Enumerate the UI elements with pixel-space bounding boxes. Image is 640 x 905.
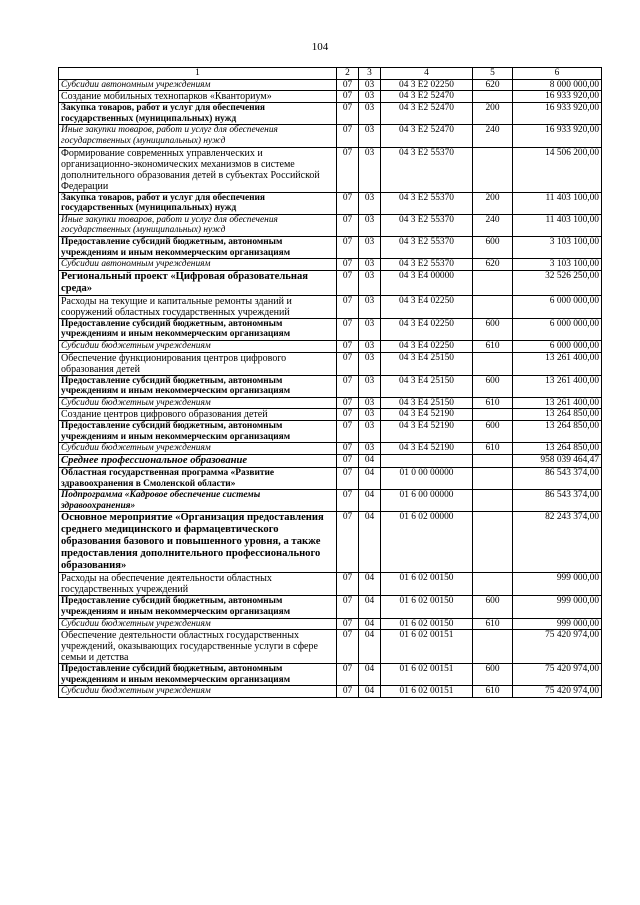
table-row bbox=[59, 352, 602, 375]
row-name-cell: Субсидии автономным учреждениям bbox=[59, 259, 337, 271]
amount-cell: 16 933 920,00 bbox=[513, 103, 602, 125]
target-article-cell: 04 3 E2 52470 bbox=[381, 125, 473, 147]
amount-cell: 16 933 920,00 bbox=[513, 125, 602, 147]
target-article-cell: 04 3 E2 02250 bbox=[381, 79, 473, 91]
target-article-cell: 01 6 02 00150 bbox=[381, 618, 473, 630]
amount-cell: 6 000 000,00 bbox=[513, 295, 602, 318]
table-row bbox=[59, 664, 602, 686]
target-article-cell: 04 3 E4 52190 bbox=[381, 421, 473, 443]
expense-type-cell: 610 bbox=[473, 397, 513, 409]
table-row bbox=[59, 91, 602, 103]
table-row bbox=[59, 103, 602, 125]
expense-type-cell: 200 bbox=[473, 103, 513, 125]
subsection-code-cell: 03 bbox=[359, 318, 381, 340]
subsection-code-cell: 03 bbox=[359, 147, 381, 192]
expense-type-cell: 610 bbox=[473, 443, 513, 455]
expense-type-cell: 610 bbox=[473, 618, 513, 630]
column-header: 3 bbox=[359, 68, 381, 80]
target-article-cell: 01 0 00 00000 bbox=[381, 468, 473, 490]
row-name-cell: Расходы на обеспечение деятельности областных государственных учреждений bbox=[59, 573, 337, 596]
table-row bbox=[59, 686, 602, 698]
amount-cell: 86 543 374,00 bbox=[513, 490, 602, 512]
amount-cell: 32 526 250,00 bbox=[513, 270, 602, 295]
amount-cell: 13 261 400,00 bbox=[513, 352, 602, 375]
expense-type-cell bbox=[473, 490, 513, 512]
expense-type-cell: 600 bbox=[473, 318, 513, 340]
expense-type-cell: 240 bbox=[473, 125, 513, 147]
expense-type-cell bbox=[473, 409, 513, 421]
amount-cell: 75 420 974,00 bbox=[513, 664, 602, 686]
section-code-cell: 07 bbox=[337, 91, 359, 103]
amount-cell: 6 000 000,00 bbox=[513, 340, 602, 352]
row-name-cell: Областная государственная программа «Развитие здравоохранения в Смоленской области» bbox=[59, 468, 337, 490]
table-row bbox=[59, 295, 602, 318]
section-code-cell: 07 bbox=[337, 125, 359, 147]
table-row bbox=[59, 397, 602, 409]
section-code-cell: 07 bbox=[337, 103, 359, 125]
row-name-cell: Основное мероприятие «Организация предоставления среднего медицинского и фармацевтического образования базового и повышенного уровня, а также предоставления дополнительного профессионального образования» bbox=[59, 512, 337, 573]
table-row bbox=[59, 318, 602, 340]
table-row bbox=[59, 455, 602, 468]
section-code-cell: 07 bbox=[337, 686, 359, 698]
subsection-code-cell: 03 bbox=[359, 125, 381, 147]
row-name-cell: Создание мобильных технопарков «Кванториум» bbox=[59, 91, 337, 103]
amount-cell: 3 103 100,00 bbox=[513, 236, 602, 258]
table-row bbox=[59, 236, 602, 258]
expense-type-cell bbox=[473, 468, 513, 490]
row-name-cell: Субсидии бюджетным учреждениям bbox=[59, 618, 337, 630]
page-number: 104 bbox=[311, 41, 329, 53]
amount-cell: 11 403 100,00 bbox=[513, 214, 602, 236]
amount-cell: 8 000 000,00 bbox=[513, 79, 602, 91]
section-code-cell: 07 bbox=[337, 596, 359, 618]
expense-type-cell: 620 bbox=[473, 79, 513, 91]
section-code-cell: 07 bbox=[337, 618, 359, 630]
target-article-cell: 04 3 E2 55370 bbox=[381, 192, 473, 214]
target-article-cell: 01 6 02 00151 bbox=[381, 686, 473, 698]
expense-type-cell bbox=[473, 455, 513, 468]
table-row bbox=[59, 125, 602, 147]
column-header: 1 bbox=[59, 68, 337, 80]
amount-cell: 82 243 374,00 bbox=[513, 512, 602, 573]
amount-cell: 11 403 100,00 bbox=[513, 192, 602, 214]
target-article-cell: 01 6 02 00151 bbox=[381, 630, 473, 664]
section-code-cell: 07 bbox=[337, 443, 359, 455]
row-name-cell: Региональный проект «Цифровая образовательная среда» bbox=[59, 270, 337, 295]
subsection-code-cell: 04 bbox=[359, 512, 381, 573]
expense-type-cell bbox=[473, 295, 513, 318]
subsection-code-cell: 04 bbox=[359, 618, 381, 630]
target-article-cell: 04 3 E4 00000 bbox=[381, 270, 473, 295]
column-header: 2 bbox=[337, 68, 359, 80]
expense-type-cell bbox=[473, 630, 513, 664]
table-row bbox=[59, 573, 602, 596]
row-name-cell: Иные закупки товаров, работ и услуг для обеспечения государственных (муниципальных) нужд bbox=[59, 125, 337, 147]
row-name-cell: Предоставление субсидий бюджетным, автономным учреждениям и иным некоммерческим организациям bbox=[59, 318, 337, 340]
target-article-cell: 04 3 E4 52190 bbox=[381, 443, 473, 455]
subsection-code-cell: 03 bbox=[359, 103, 381, 125]
amount-cell: 958 039 464,47 bbox=[513, 455, 602, 468]
table-header-row bbox=[59, 68, 602, 80]
column-header: 5 bbox=[473, 68, 513, 80]
section-code-cell: 07 bbox=[337, 664, 359, 686]
table-row bbox=[59, 468, 602, 490]
table-row bbox=[59, 259, 602, 271]
subsection-code-cell: 04 bbox=[359, 573, 381, 596]
expense-type-cell: 610 bbox=[473, 686, 513, 698]
target-article-cell: 01 6 02 00150 bbox=[381, 596, 473, 618]
table-row bbox=[59, 421, 602, 443]
target-article-cell: 04 3 E4 02250 bbox=[381, 295, 473, 318]
row-name-cell: Субсидии бюджетным учреждениям bbox=[59, 397, 337, 409]
target-article-cell: 04 3 E4 25150 bbox=[381, 352, 473, 375]
row-name-cell: Субсидии бюджетным учреждениям bbox=[59, 686, 337, 698]
subsection-code-cell: 03 bbox=[359, 259, 381, 271]
target-article-cell: 04 3 E4 02250 bbox=[381, 318, 473, 340]
amount-cell: 14 506 200,00 bbox=[513, 147, 602, 192]
subsection-code-cell: 03 bbox=[359, 352, 381, 375]
section-code-cell: 07 bbox=[337, 409, 359, 421]
subsection-code-cell: 04 bbox=[359, 490, 381, 512]
table-row bbox=[59, 79, 602, 91]
expense-type-cell: 610 bbox=[473, 340, 513, 352]
table-row bbox=[59, 409, 602, 421]
section-code-cell: 07 bbox=[337, 340, 359, 352]
section-code-cell: 07 bbox=[337, 468, 359, 490]
section-code-cell: 07 bbox=[337, 421, 359, 443]
section-code-cell: 07 bbox=[337, 397, 359, 409]
subsection-code-cell: 04 bbox=[359, 664, 381, 686]
row-name-cell: Субсидии автономным учреждениям bbox=[59, 79, 337, 91]
row-name-cell: Обеспечение функционирования центров цифрового образования детей bbox=[59, 352, 337, 375]
subsection-code-cell: 03 bbox=[359, 443, 381, 455]
target-article-cell: 04 3 E2 52470 bbox=[381, 91, 473, 103]
amount-cell: 13 264 850,00 bbox=[513, 421, 602, 443]
section-code-cell: 07 bbox=[337, 270, 359, 295]
target-article-cell: 01 6 00 00000 bbox=[381, 490, 473, 512]
amount-cell: 16 933 920,00 bbox=[513, 91, 602, 103]
target-article-cell: 04 3 E4 25150 bbox=[381, 375, 473, 397]
table-row bbox=[59, 375, 602, 397]
expense-type-cell: 600 bbox=[473, 236, 513, 258]
section-code-cell: 07 bbox=[337, 512, 359, 573]
amount-cell: 6 000 000,00 bbox=[513, 318, 602, 340]
subsection-code-cell: 03 bbox=[359, 192, 381, 214]
section-code-cell: 07 bbox=[337, 259, 359, 271]
expense-type-cell: 600 bbox=[473, 421, 513, 443]
subsection-code-cell: 03 bbox=[359, 295, 381, 318]
subsection-code-cell: 03 bbox=[359, 397, 381, 409]
row-name-cell: Подпрограмма «Кадровое обеспечение системы здравоохранения» bbox=[59, 490, 337, 512]
table-row bbox=[59, 270, 602, 295]
amount-cell: 13 261 400,00 bbox=[513, 375, 602, 397]
subsection-code-cell: 04 bbox=[359, 468, 381, 490]
target-article-cell: 01 6 02 00150 bbox=[381, 573, 473, 596]
row-name-cell: Расходы на текущие и капитальные ремонты зданий и сооружений областных государственных учреждений bbox=[59, 295, 337, 318]
target-article-cell: 04 3 E2 55370 bbox=[381, 236, 473, 258]
section-code-cell: 07 bbox=[337, 455, 359, 468]
amount-cell: 999 000,00 bbox=[513, 618, 602, 630]
target-article-cell: 01 6 02 00151 bbox=[381, 664, 473, 686]
amount-cell: 13 264 850,00 bbox=[513, 443, 602, 455]
subsection-code-cell: 04 bbox=[359, 596, 381, 618]
subsection-code-cell: 03 bbox=[359, 236, 381, 258]
target-article-cell: 04 3 E2 55370 bbox=[381, 259, 473, 271]
row-name-cell: Формирование современных управленческих и организационно-экономических механизмов в системе дополнительного образования детей в субъектах Российской Федерации bbox=[59, 147, 337, 192]
column-header: 4 bbox=[381, 68, 473, 80]
expense-type-cell: 600 bbox=[473, 664, 513, 686]
row-name-cell: Обеспечение деятельности областных государственных учреждений, оказывающих государственные услуги в сфере семьи и детства bbox=[59, 630, 337, 664]
row-name-cell: Закупка товаров, работ и услуг для обеспечения государственных (муниципальных) нужд bbox=[59, 192, 337, 214]
row-name-cell: Предоставление субсидий бюджетным, автономным учреждениям и иным некоммерческим организациям bbox=[59, 236, 337, 258]
expense-type-cell: 200 bbox=[473, 192, 513, 214]
row-name-cell: Закупка товаров, работ и услуг для обеспечения государственных (муниципальных) нужд bbox=[59, 103, 337, 125]
amount-cell: 999 000,00 bbox=[513, 573, 602, 596]
table-row bbox=[59, 214, 602, 236]
table-row bbox=[59, 340, 602, 352]
subsection-code-cell: 04 bbox=[359, 455, 381, 468]
section-code-cell: 07 bbox=[337, 79, 359, 91]
subsection-code-cell: 04 bbox=[359, 630, 381, 664]
amount-cell: 13 261 400,00 bbox=[513, 397, 602, 409]
target-article-cell: 04 3 E4 52190 bbox=[381, 409, 473, 421]
expense-type-cell bbox=[473, 91, 513, 103]
section-code-cell: 07 bbox=[337, 573, 359, 596]
amount-cell: 999 000,00 bbox=[513, 596, 602, 618]
row-name-cell: Субсидии бюджетным учреждениям bbox=[59, 443, 337, 455]
section-code-cell: 07 bbox=[337, 192, 359, 214]
amount-cell: 13 264 850,00 bbox=[513, 409, 602, 421]
target-article-cell: 04 3 E2 52470 bbox=[381, 103, 473, 125]
expense-type-cell bbox=[473, 147, 513, 192]
amount-cell: 75 420 974,00 bbox=[513, 686, 602, 698]
section-code-cell: 07 bbox=[337, 352, 359, 375]
table-row bbox=[59, 512, 602, 573]
table-row bbox=[59, 192, 602, 214]
expense-type-cell bbox=[473, 352, 513, 375]
target-article-cell: 04 3 E4 25150 bbox=[381, 397, 473, 409]
subsection-code-cell: 03 bbox=[359, 91, 381, 103]
subsection-code-cell: 04 bbox=[359, 686, 381, 698]
amount-cell: 75 420 974,00 bbox=[513, 630, 602, 664]
column-header: 6 bbox=[513, 68, 602, 80]
section-code-cell: 07 bbox=[337, 236, 359, 258]
expense-type-cell: 600 bbox=[473, 375, 513, 397]
table-row bbox=[59, 490, 602, 512]
expense-type-cell: 600 bbox=[473, 596, 513, 618]
expense-type-cell: 620 bbox=[473, 259, 513, 271]
amount-cell: 3 103 100,00 bbox=[513, 259, 602, 271]
target-article-cell: 04 3 E4 02250 bbox=[381, 340, 473, 352]
target-article-cell: 04 3 E2 55370 bbox=[381, 214, 473, 236]
table-row bbox=[59, 618, 602, 630]
subsection-code-cell: 03 bbox=[359, 375, 381, 397]
table-row bbox=[59, 147, 602, 192]
section-code-cell: 07 bbox=[337, 295, 359, 318]
table-row bbox=[59, 596, 602, 618]
target-article-cell bbox=[381, 455, 473, 468]
row-name-cell: Предоставление субсидий бюджетным, автономным учреждениям и иным некоммерческим организациям bbox=[59, 596, 337, 618]
table-row bbox=[59, 443, 602, 455]
row-name-cell: Иные закупки товаров, работ и услуг для обеспечения государственных (муниципальных) нужд bbox=[59, 214, 337, 236]
expense-type-cell bbox=[473, 573, 513, 596]
expense-type-cell: 240 bbox=[473, 214, 513, 236]
section-code-cell: 07 bbox=[337, 214, 359, 236]
section-code-cell: 07 bbox=[337, 490, 359, 512]
subsection-code-cell: 03 bbox=[359, 79, 381, 91]
subsection-code-cell: 03 bbox=[359, 214, 381, 236]
section-code-cell: 07 bbox=[337, 318, 359, 340]
row-name-cell: Предоставление субсидий бюджетным, автономным учреждениям и иным некоммерческим организациям bbox=[59, 375, 337, 397]
row-name-cell: Предоставление субсидий бюджетным, автономным учреждениям и иным некоммерческим организациям bbox=[59, 421, 337, 443]
budget-table bbox=[58, 67, 602, 698]
amount-cell: 86 543 374,00 bbox=[513, 468, 602, 490]
expense-type-cell bbox=[473, 270, 513, 295]
expense-type-cell bbox=[473, 512, 513, 573]
subsection-code-cell: 03 bbox=[359, 421, 381, 443]
section-code-cell: 07 bbox=[337, 630, 359, 664]
row-name-cell: Субсидии бюджетным учреждениям bbox=[59, 340, 337, 352]
table-row bbox=[59, 630, 602, 664]
subsection-code-cell: 03 bbox=[359, 340, 381, 352]
row-name-cell: Предоставление субсидий бюджетным, автономным учреждениям и иным некоммерческим организациям bbox=[59, 664, 337, 686]
section-code-cell: 07 bbox=[337, 147, 359, 192]
subsection-code-cell: 03 bbox=[359, 409, 381, 421]
row-name-cell: Среднее профессиональное образование bbox=[59, 455, 337, 468]
row-name-cell: Создание центров цифрового образования детей bbox=[59, 409, 337, 421]
section-code-cell: 07 bbox=[337, 375, 359, 397]
subsection-code-cell: 03 bbox=[359, 270, 381, 295]
target-article-cell: 01 6 02 00000 bbox=[381, 512, 473, 573]
target-article-cell: 04 3 E2 55370 bbox=[381, 147, 473, 192]
